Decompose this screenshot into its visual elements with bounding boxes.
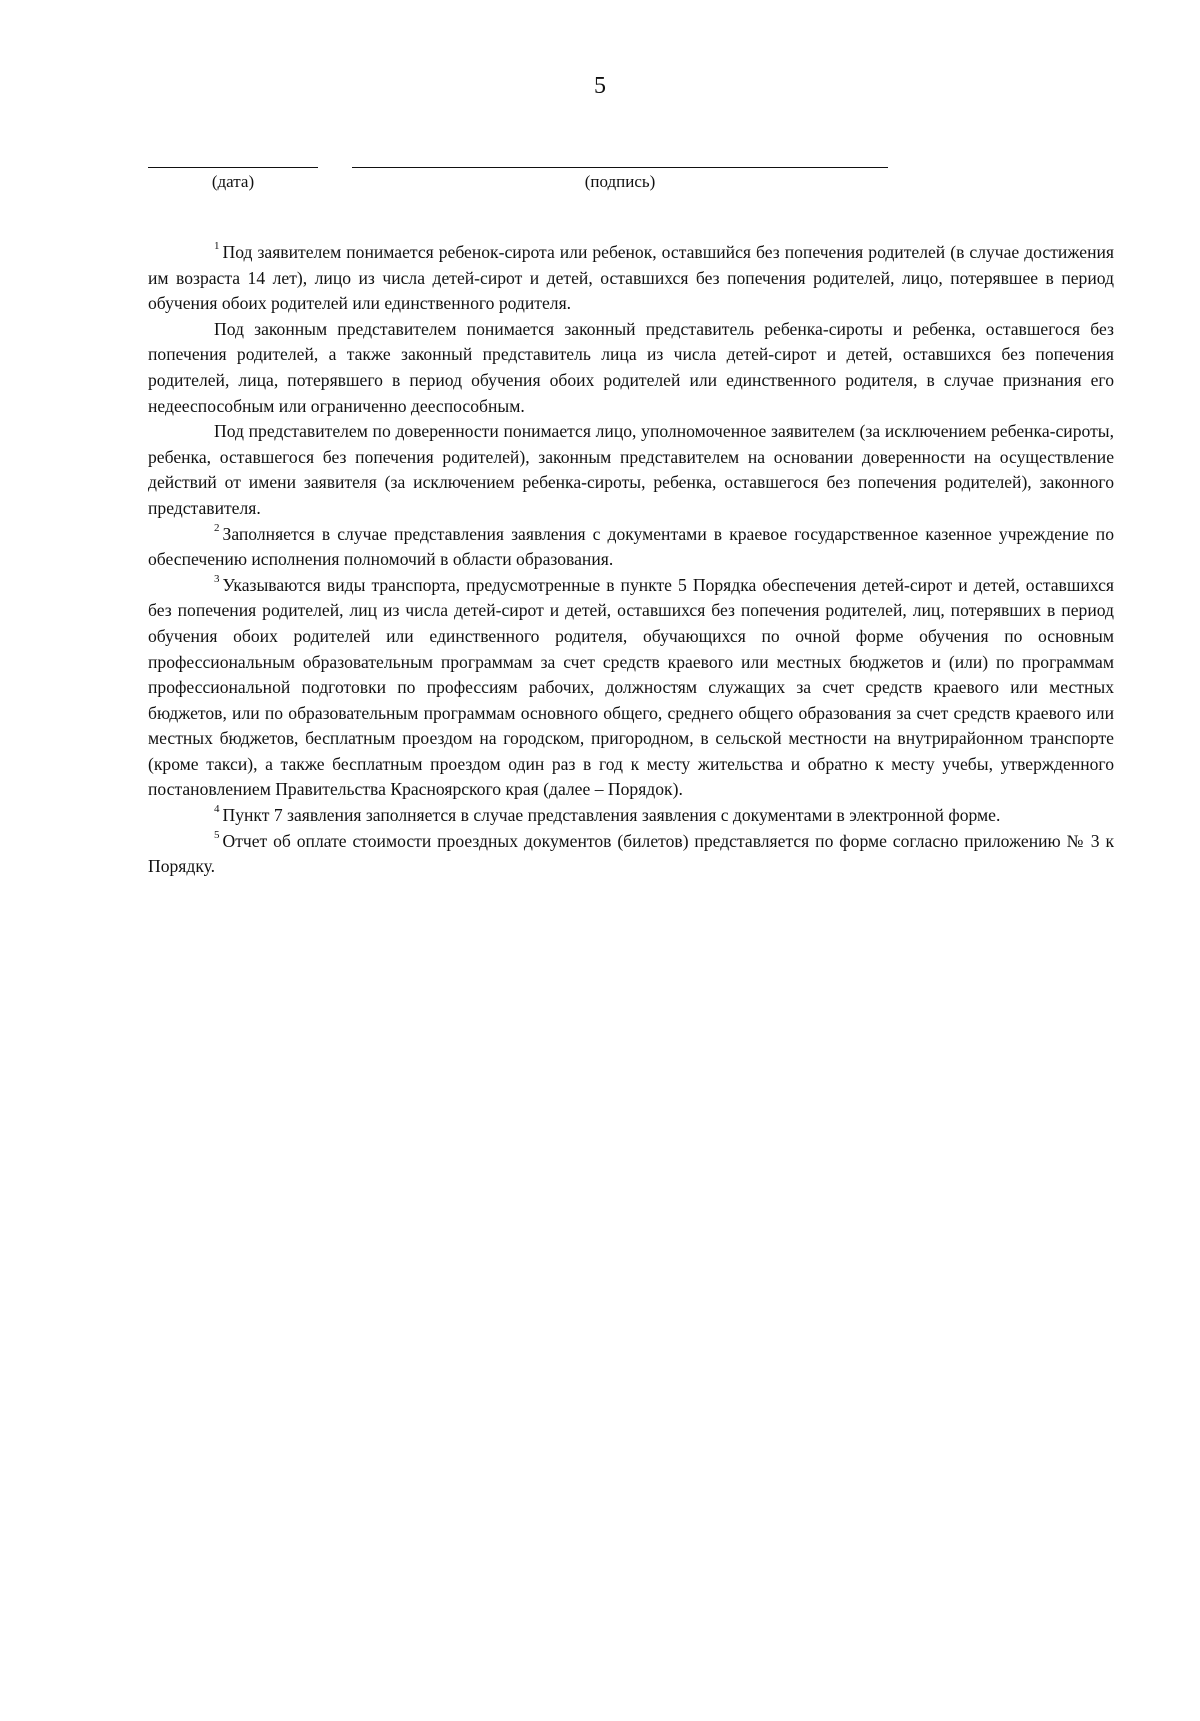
footnote-marker: 5 — [214, 828, 220, 841]
footnote-1-legal-representative — [148, 317, 1114, 419]
footnote-4 — [148, 803, 1114, 829]
footnote-text: Пункт 7 заявления заполняется в случае представления заявления с документами в электронной форме. — [222, 805, 1001, 826]
footnote-marker: 2 — [214, 521, 220, 534]
footnote-marker: 3 — [214, 572, 220, 585]
signature-caption: (подпись) — [584, 172, 656, 191]
footnote-text: Указываются виды транспорта, предусмотренные в пункте 5 Порядка обеспечения детей-сирот и детей, оставшихся без попечения родителей, лиц из числа детей-сирот и детей, оставшихся без попечения родителей, лиц, потерявших в период обучения обоих родителей или единственного родителя, обучающихся по очной форме обучения по основным профессиональным образовательным программам за счет средств краевого или местных бюджетов и (или) по программам профессиональной подготовки по профессиям рабочих, должностям служащих за счет средств краевого или местных бюджетов, или по образовательным программам основного общего, среднего общего образования за счет средств краевого или местных бюджетов, бесплатным проездом на городском, пригородном, в сельской местности на внутрирайонном транспорте (кроме такси), а также бесплатным проездом один раз в год к месту жительства и обратно к месту учебы, утвержденного постановлением Правительства Красноярского края (далее – Порядок). — [148, 574, 1114, 800]
footnote-text: Отчет об оплате стоимости проездных документов (билетов) представляется по форме согласно приложению № 3 к Порядку. — [148, 830, 1114, 877]
footnote-text: Под законным представителем понимается законный представитель ребенка-сироты и ребенка, оставшегося без попечения родителей, а также законный представитель лица из числа детей-сирот и детей, оставшихся без попечения родителей, лица, потерявшего в период обучения обоих родителей или единственного родителя, в случае признания его недееспособным или ограниченно дееспособным. — [148, 318, 1114, 416]
page-number: 5 — [594, 73, 606, 99]
footnotes — [148, 240, 1114, 880]
footnote-text: Заполняется в случае представления заявления с документами в краевое государственное казенное учреждение по обеспечению исполнения полномочий в области образования. — [148, 523, 1114, 570]
footnote-1 — [148, 240, 1114, 317]
footnote-text: Под представителем по доверенности понимается лицо, уполномоченное заявителем (за исключением ребенка-сироты, ребенка, оставшегося без попечения родителей), законным представителем на основании доверенности на осуществление действий от имени заявителя (за исключением ребенка-сироты, ребенка, оставшегося без попечения родителей), законного представителя. — [148, 421, 1114, 518]
footnote-marker: 4 — [214, 803, 220, 816]
footnote-3 — [148, 573, 1114, 803]
date-caption: (дата) — [211, 172, 255, 191]
date-signature-line — [148, 167, 318, 168]
footnote-2 — [148, 522, 1114, 573]
footnote-text: Под заявителем понимается ребенок-сирота или ребенок, оставшийся без попечения родителей (в случае достижения им возраста 14 лет), лицо из числа детей-сирот и детей, оставшихся без попечения родителей, лицо, потерявшее в период обучения обоих родителей или единственного родителя. — [148, 242, 1114, 314]
footnote-marker: 1 — [214, 240, 220, 253]
footnote-5 — [148, 829, 1114, 880]
signature-line — [352, 167, 888, 168]
footnote-1-proxy-representative — [148, 419, 1114, 521]
